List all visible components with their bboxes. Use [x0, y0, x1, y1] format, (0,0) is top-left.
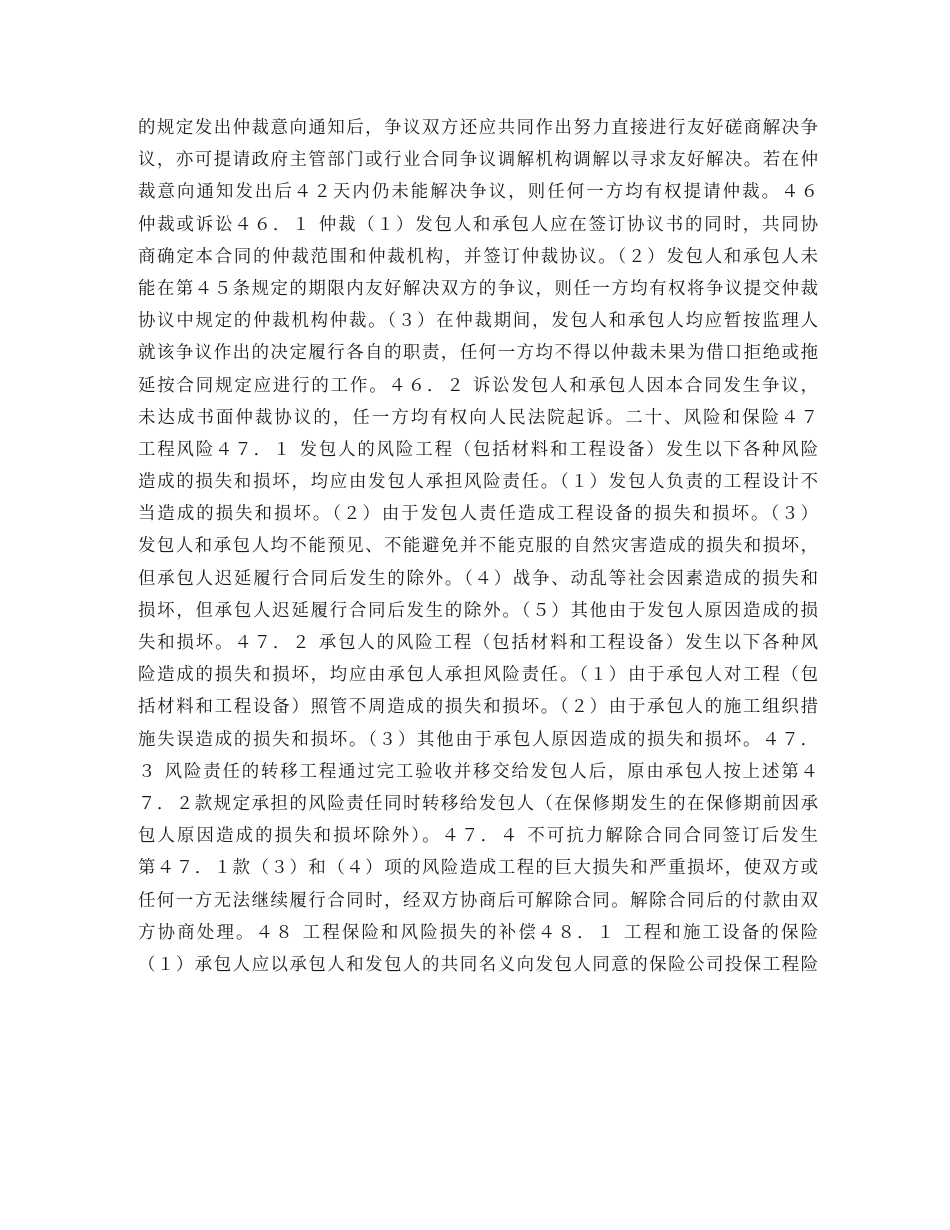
text-line-19: 括材料和工程设备）照管不周造成的损失和损坏。（２）由于承包人的施工组织措 — [138, 697, 818, 718]
text-line-1: 的规定发出仲裁意向通知后，争议双方还应共同作出努力直接进行友好磋商解决争 — [138, 118, 818, 138]
text-line-23: 包人原因造成的损失和损坏除外）。４７．４ 不可抗力解除合同合同签订后发生 — [138, 826, 818, 847]
text-line-21: ３ 风险责任的转移工程通过完工验收并移交给发包人后，原由承包人按上述第４ — [138, 761, 818, 782]
document-body-text — [138, 112, 818, 981]
text-line-3: 裁意向通知发出后４２天内仍未能解决争议，则任何一方均有权提请仲裁。４６ — [138, 182, 818, 203]
text-line-4: 仲裁或诉讼４６．１ 仲裁（１）发包人和承包人应在签订协议书的同时，共同协 — [138, 214, 818, 235]
text-line-11: 工程风险４７．１ 发包人的风险工程（包括材料和工程设备）发生以下各种风险 — [138, 439, 818, 460]
text-line-20: 施失误造成的损失和损坏。（３）其他由于承包人原因造成的损失和损坏。４７． — [138, 729, 818, 750]
text-line-26: 方协商处理。４８ 工程保险和风险损失的补偿４８．１ 工程和施工设备的保险 — [138, 922, 818, 943]
text-line-8: 就该争议作出的决定履行各自的职责，任何一方均不得以仲裁未果为借口拒绝或拖 — [138, 343, 818, 364]
text-line-24: 第４７．１款（３）和（４）项的风险造成工程的巨大损失和严重损坏，使双方或 — [138, 858, 818, 879]
text-line-9: 延按合同规定应进行的工作。４６．２ 诉讼发包人和承包人因本合同发生争议， — [138, 375, 818, 396]
text-line-5: 商确定本合同的仲裁范围和仲裁机构，并签订仲裁协议。（２）发包人和承包人未 — [138, 246, 818, 267]
text-line-7: 协议中规定的仲裁机构仲裁。（３）在仲裁期间，发包人和承包人均应暂按监理人 — [138, 311, 818, 332]
text-line-6: 能在第４５条规定的期限内友好解决双方的争议，则任一方均有权将争议提交仲裁 — [138, 278, 818, 299]
text-line-22: ７．２款规定承担的风险责任同时转移给发包人（在保修期发生的在保修期前因承 — [138, 793, 818, 814]
text-line-16: 损坏，但承包人迟延履行合同后发生的除外。（５）其他由于发包人原因造成的损 — [138, 600, 818, 621]
text-line-2: 议，亦可提请政府主管部门或行业合同争议调解机构调解以寻求友好解决。若在仲 — [138, 150, 818, 171]
text-line-15: 但承包人迟延履行合同后发生的除外。（４）战争、动乱等社会因素造成的损失和 — [138, 568, 818, 589]
text-line-18: 险造成的损失和损坏，均应由承包人承担风险责任。（１）由于承包人对工程（包 — [138, 665, 818, 686]
text-line-14: 发包人和承包人均不能预见、不能避免并不能克服的自然灾害造成的损失和损坏， — [138, 536, 818, 557]
text-line-13: 当造成的损失和损坏。（２）由于发包人责任造成工程设备的损失和损坏。（３） — [138, 504, 818, 525]
text-line-25: 任何一方无法继续履行合同时，经双方协商后可解除合同。解除合同后的付款由双 — [138, 890, 818, 911]
text-line-27: （１）承包人应以承包人和发包人的共同名义向发包人同意的保险公司投保工程险 — [138, 954, 818, 975]
text-line-12: 造成的损失和损坏，均应由发包人承担风险责任。（１）发包人负责的工程设计不 — [138, 472, 818, 493]
text-line-17: 失和损坏。４７．２ 承包人的风险工程（包括材料和工程设备）发生以下各种风 — [138, 633, 818, 653]
text-line-10: 未达成书面仲裁协议的，任一方均有权向人民法院起诉。二十、风险和保险４７ — [138, 407, 818, 428]
